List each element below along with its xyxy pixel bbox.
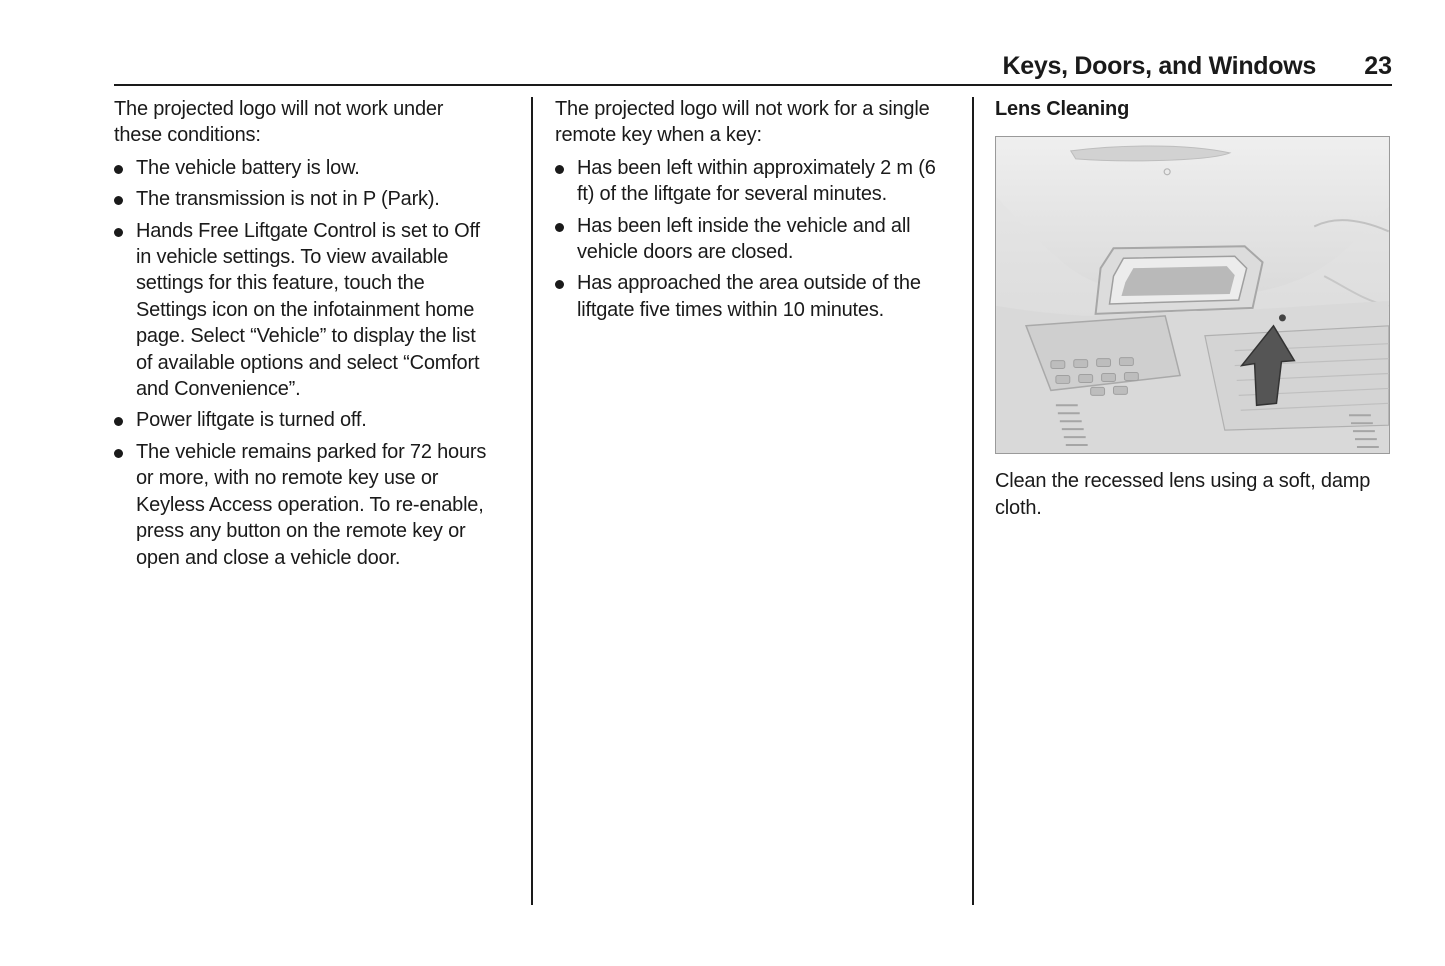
list-item <box>114 439 494 571</box>
list-item-text: Has been left within approximately 2 m (6 ft) of the liftgate for several minutes. <box>577 156 936 206</box>
bullet-icon <box>555 165 564 174</box>
list-item <box>114 186 494 212</box>
list-item-text: The transmission is not in P (Park). <box>136 188 440 211</box>
column-divider <box>531 97 533 905</box>
list-item-text: Has approached the area outside of the liftgate five times within 10 minutes. <box>577 272 921 321</box>
rear-bumper-lens-illustration <box>995 136 1390 454</box>
column-1 <box>114 96 494 576</box>
list-item <box>555 270 955 323</box>
list-item <box>114 218 494 403</box>
list-item-text: Hands Free Liftgate Control is set to Off in vehicle settings. To view available settings for this feature, touch the Settings icon on the infotainment home page. Select “Vehicle” to display the list of available options and select “Comfort and Convenience”. <box>136 219 480 401</box>
page-number: 23 <box>1364 52 1392 80</box>
bullet-icon <box>555 223 564 232</box>
list-item <box>555 155 955 208</box>
bullet-icon <box>114 449 123 458</box>
bullet-icon <box>114 196 123 205</box>
bullet-icon <box>114 165 123 174</box>
bullet-icon <box>114 417 123 426</box>
list-item-text: Has been left inside the vehicle and all vehicle doors are closed. <box>577 214 911 264</box>
list-item <box>114 407 494 433</box>
column-divider <box>972 97 974 905</box>
page-header <box>114 48 1392 86</box>
column-2 <box>555 96 955 328</box>
list-item-text: Power liftgate is turned off. <box>136 409 367 432</box>
list-item <box>114 155 494 181</box>
section-title: Keys, Doors, and Windows <box>1002 52 1316 80</box>
column-2-intro: The projected logo will not work for a single remote key when a key: <box>555 98 930 147</box>
lens-cleaning-instruction: Clean the recessed lens using a soft, damp cloth. <box>995 470 1371 519</box>
column-2-bullet-list <box>555 155 955 323</box>
column-3 <box>995 96 1392 521</box>
list-item-text: The vehicle remains parked for 72 hours or more, with no remote key use or Keyless Access operation. To re-enable, press any button on the remote key or open and close a vehicle door. <box>136 440 487 569</box>
bullet-icon <box>114 228 123 237</box>
column-1-intro: The projected logo will not work under these conditions: <box>114 98 444 147</box>
bullet-icon <box>555 280 564 289</box>
lens-cleaning-heading: Lens Cleaning <box>995 98 1130 120</box>
column-1-bullet-list <box>114 155 494 571</box>
list-item <box>555 213 955 266</box>
list-item-text: The vehicle battery is low. <box>136 156 360 179</box>
